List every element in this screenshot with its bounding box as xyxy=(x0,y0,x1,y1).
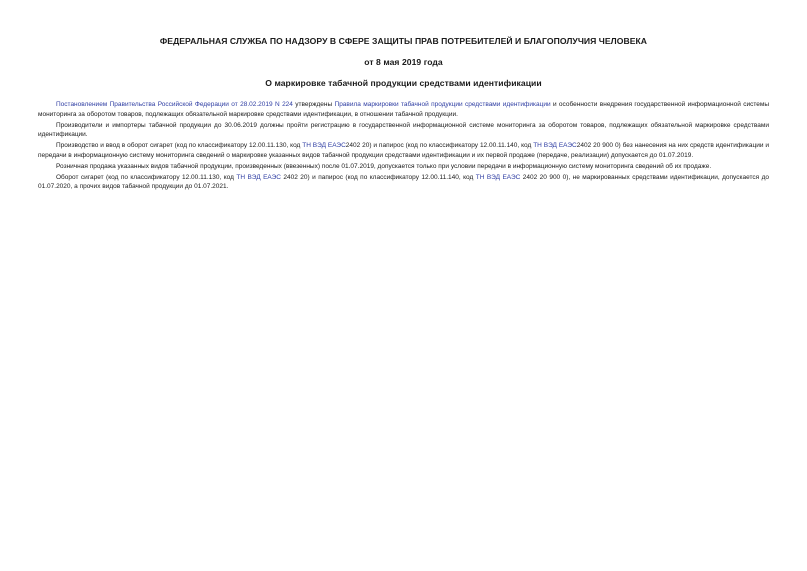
paragraph-5-text-b: 2402 20) и папирос (код по классификатору 12.00.11.140, код xyxy=(280,173,476,181)
paragraph-4: Розничная продажа указанных видов табачной продукции, произведенных (ввезенных) после 01.07.2019, допускается только при условии передачи в информационную систему мониторинга сведений об их продаже. xyxy=(56,162,712,170)
paragraph-1-text-b: и особенности внедрения государственной информационной системы мониторинга за оборотом товаров, подлежащих обязательной маркировке средствами идентификации, в отношении табачной продукции. xyxy=(38,101,770,118)
link-tnved-eaes[interactable]: ТН ВЭД ЕАЭС xyxy=(236,173,281,181)
paragraph-1-text-a: утверждены xyxy=(292,101,335,108)
document-date: от 8 мая 2019 года xyxy=(364,57,443,67)
link-tnved-eaes[interactable]: ТН ВЭД ЕАЭС xyxy=(302,142,346,149)
paragraph-3-text-b: 2402 20) и папирос (код по классификатору 12.00.11.140, код xyxy=(345,142,534,149)
link-marking-rules[interactable]: Правила маркировки табачной продукции средствами идентификации xyxy=(334,101,551,108)
paragraph-5-text-a: Оборот сигарет (код по классификатору 12.00.11.130, код xyxy=(56,173,237,181)
paragraph-3 xyxy=(38,141,769,160)
document-page xyxy=(38,36,769,193)
document-title: О маркировке табачной продукции средствами идентификации xyxy=(265,78,542,88)
link-government-resolution[interactable]: Постановлением Правительства Российской Федерации от 28.02.2019 N 224 xyxy=(56,101,293,108)
paragraph-3-text-a: Производство и ввод в оборот сигарет (код по классификатору 12.00.11.130, код xyxy=(56,142,303,149)
link-tnved-eaes[interactable]: ТН ВЭД ЕАЭС xyxy=(475,173,521,181)
paragraph-5-text-c: 2402 20 900 0), не маркированных средствами идентификации, допускается до 01.07.2020, а прочих видов табачной продукции до 01.07.2021. xyxy=(38,173,769,190)
document-body xyxy=(38,100,769,192)
link-tnved-eaes[interactable]: ТН ВЭД ЕАЭС xyxy=(533,142,577,149)
agency-heading: ФЕДЕРАЛЬНАЯ СЛУЖБА ПО НАДЗОРУ В СФЕРЕ ЗАЩИТЫ ПРАВ ПОТРЕБИТЕЛЕЙ И БЛАГОПОЛУЧИЯ ЧЕЛОВЕКА xyxy=(159,36,648,46)
paragraph-3-text-c: 2402 20 900 0) без нанесения на них средств идентификации и передачи в информационную систему мониторинга сведений о маркировке указанных видов табачной продукции средствами идентификации и их первой продаже (передаче, реализации) допускается до 01.07.2019. xyxy=(38,142,769,159)
paragraph-5 xyxy=(38,173,769,192)
paragraph-2: Производители и импортеры табачной продукции до 30.06.2019 должны пройти регистрацию в государственной информационной системе мониторинга за оборотом товаров, подлежащих обязательной маркировке средствами идентификации. xyxy=(38,121,769,138)
paragraph-1 xyxy=(38,100,769,119)
